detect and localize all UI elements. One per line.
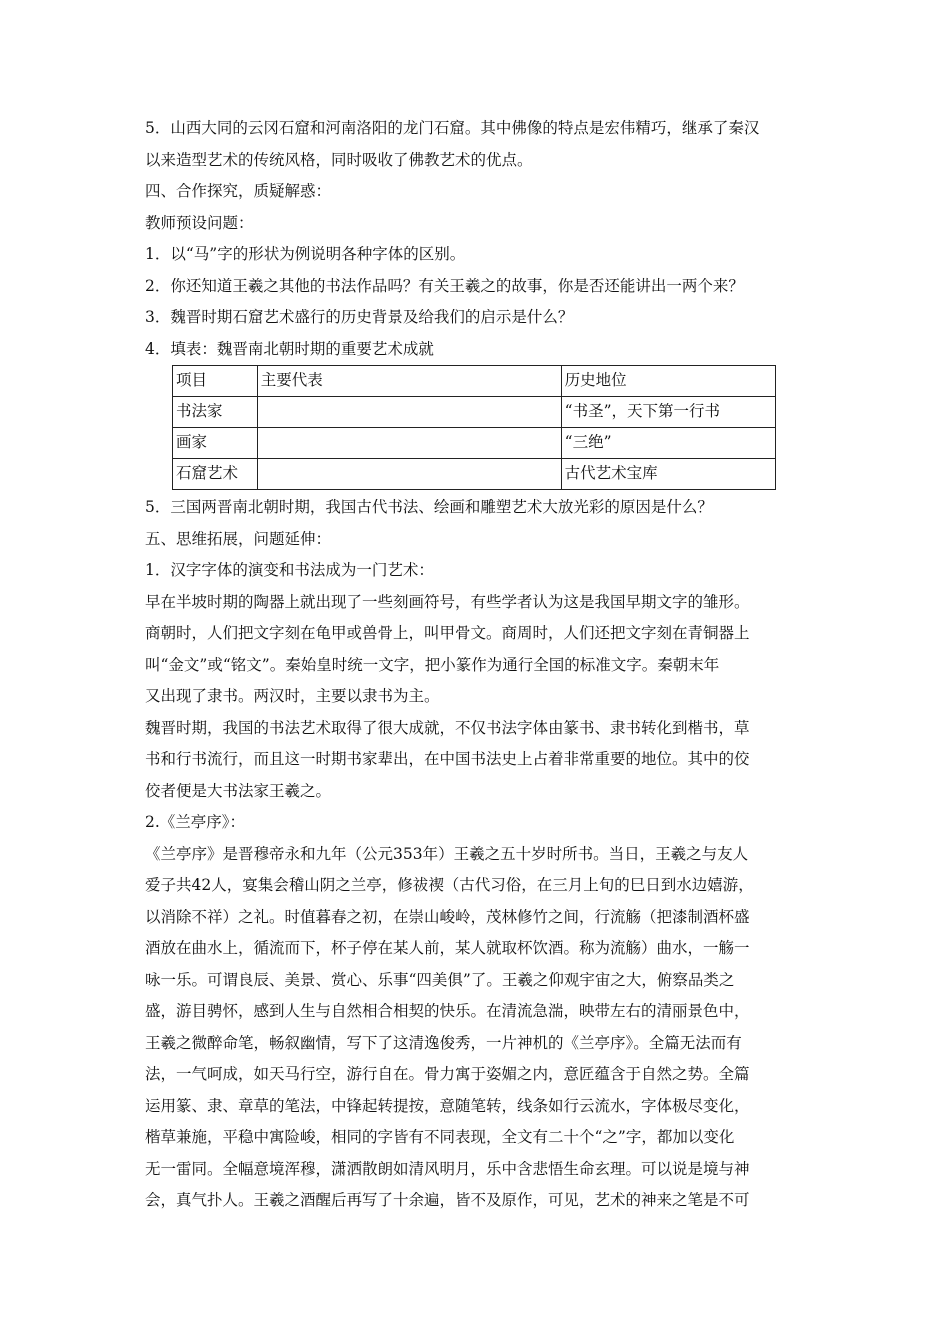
text-line: 佼者便是大书法家王羲之。: [145, 781, 332, 800]
table-cell: “书圣”，天下第一行书: [561, 397, 775, 428]
text-line: 运用篆、隶、章草的笔法，中锋起转提按，意随笔转，线条如行云流水，字体极尽变化，: [145, 1096, 750, 1115]
text-line: 以来造型艺术的传统风格，同时吸收了佛教艺术的优点。: [145, 150, 533, 169]
table-cell: 画家: [173, 428, 258, 459]
table-cell: 书法家: [173, 397, 258, 428]
table-cell: 石窟艺术: [173, 459, 258, 490]
table-header-row: [173, 366, 776, 397]
text-line: 魏晋时期，我国的书法艺术取得了很大成就，不仅书法字体由篆书、隶书转化到楷书，草: [145, 718, 750, 737]
document-body: [145, 113, 805, 1217]
text-line: 盛，游目骋怀，感到人生与自然相合相契的快乐。在清流急湍，映带左右的清丽景色中，: [145, 1002, 750, 1020]
table-header-cell: 项目: [173, 366, 258, 397]
table-row: [173, 428, 776, 459]
table-cell: [257, 459, 561, 490]
question-item: 3．魏晋时期石窟艺术盛行的历史背景及给我们的启示是什么？: [145, 308, 574, 326]
text-line: 楷草兼施，平稳中寓险峻，相同的字皆有不同表现，全文有二十个“之”字，都加以变化: [145, 1128, 735, 1146]
text-line: 无一雷同。全幅意境浑穆，潇洒散朗如清风明月，乐中含悲悟生命玄理。可以说是境与神: [145, 1159, 750, 1178]
text-line: 叫“金文”或“铭文”。秦始皇时统一文字，把小篆作为通行全国的标准文字。秦朝末年: [145, 655, 720, 674]
table-row: [173, 459, 776, 490]
table-row: [173, 397, 776, 428]
art-achievements-table: [172, 365, 776, 490]
text-line: 以消除不祥）之礼。时值暮春之初，在崇山峻岭，茂林修竹之间，行流觞（把漆制酒杯盛: [145, 907, 750, 926]
table-cell: “三绝”: [561, 428, 775, 459]
table-header-cell: 主要代表: [257, 366, 561, 397]
text-line: 爱子共42人，宴集会稽山阴之兰亭，修祓禊（古代习俗，在三月上旬的巳日到水边嬉游，: [145, 876, 754, 894]
section-heading: 五、思维拓展，问题延伸：: [145, 529, 332, 548]
text-line: 又出现了隶书。两汉时，主要以隶书为主。: [145, 687, 440, 705]
subsection-heading: 2.《兰亭序》：: [145, 813, 246, 831]
table-cell: [257, 428, 561, 459]
question-item: 5．三国两晋南北朝时期，我国古代书法、绘画和雕塑艺术大放光彩的原因是什么？: [145, 498, 713, 516]
after-table-block: [145, 492, 805, 1217]
text-line: 5．山西大同的云冈石窟和河南洛阳的龙门石窟。其中佛像的特点是宏伟精巧，继承了秦汉: [145, 119, 760, 137]
table-header-cell: 历史地位: [561, 366, 775, 397]
section-heading: 四、合作探究，质疑解惑：: [145, 182, 332, 200]
text-line: 书和行书流行，而且这一时期书家辈出，在中国书法史上占着非常重要的地位。其中的佼: [145, 750, 750, 768]
table-cell: [257, 397, 561, 428]
text-line: 王羲之微醉命笔，畅叙幽情，写下了这清逸俊秀，一片神机的《兰亭序》。全篇无法而有: [145, 1033, 742, 1052]
text-line: 商朝时，人们把文字刻在龟甲或兽骨上，叫甲骨文。商周时，人们还把文字刻在青铜器上: [145, 624, 750, 642]
table-cell: 古代艺术宝库: [561, 459, 775, 490]
subsection-heading: 1．汉字字体的演变和书法成为一门艺术：: [145, 561, 434, 579]
text-line: 教师预设问题：: [145, 213, 254, 232]
text-line: 法，一气呵成，如天马行空，游行自在。骨力寓于姿媚之内，意匠蕴含于自然之势。全篇: [145, 1065, 750, 1083]
question-item: 2．你还知道王羲之其他的书法作品吗？有关王羲之的故事，你是否还能讲出一两个来？: [145, 276, 744, 295]
question-item: 1．以“马”字的形状为例说明各种字体的区别。: [145, 245, 466, 263]
question-item: 4．填表：魏晋南北朝时期的重要艺术成就: [145, 339, 434, 358]
text-line: 早在半坡时期的陶器上就出现了一些刻画符号，有些学者认为这是我国早期文字的雏形。: [145, 592, 750, 611]
text-line: 会，真气扑人。王羲之酒醒后再写了十余遍，皆不及原作，可见，艺术的神来之笔是不可: [145, 1191, 750, 1209]
text-line: 酒放在曲水上，循流而下，杯子停在某人前，某人就取杯饮酒。称为流觞）曲水，一觞一: [145, 939, 750, 957]
text-line: 《兰亭序》是晋穆帝永和九年（公元353年）王羲之五十岁时所书。当日，王羲之与友人: [145, 844, 749, 863]
text-line: 咏一乐。可谓良辰、美景、赏心、乐事“四美俱”了。王羲之仰观宇宙之大，俯察品类之: [145, 970, 735, 989]
